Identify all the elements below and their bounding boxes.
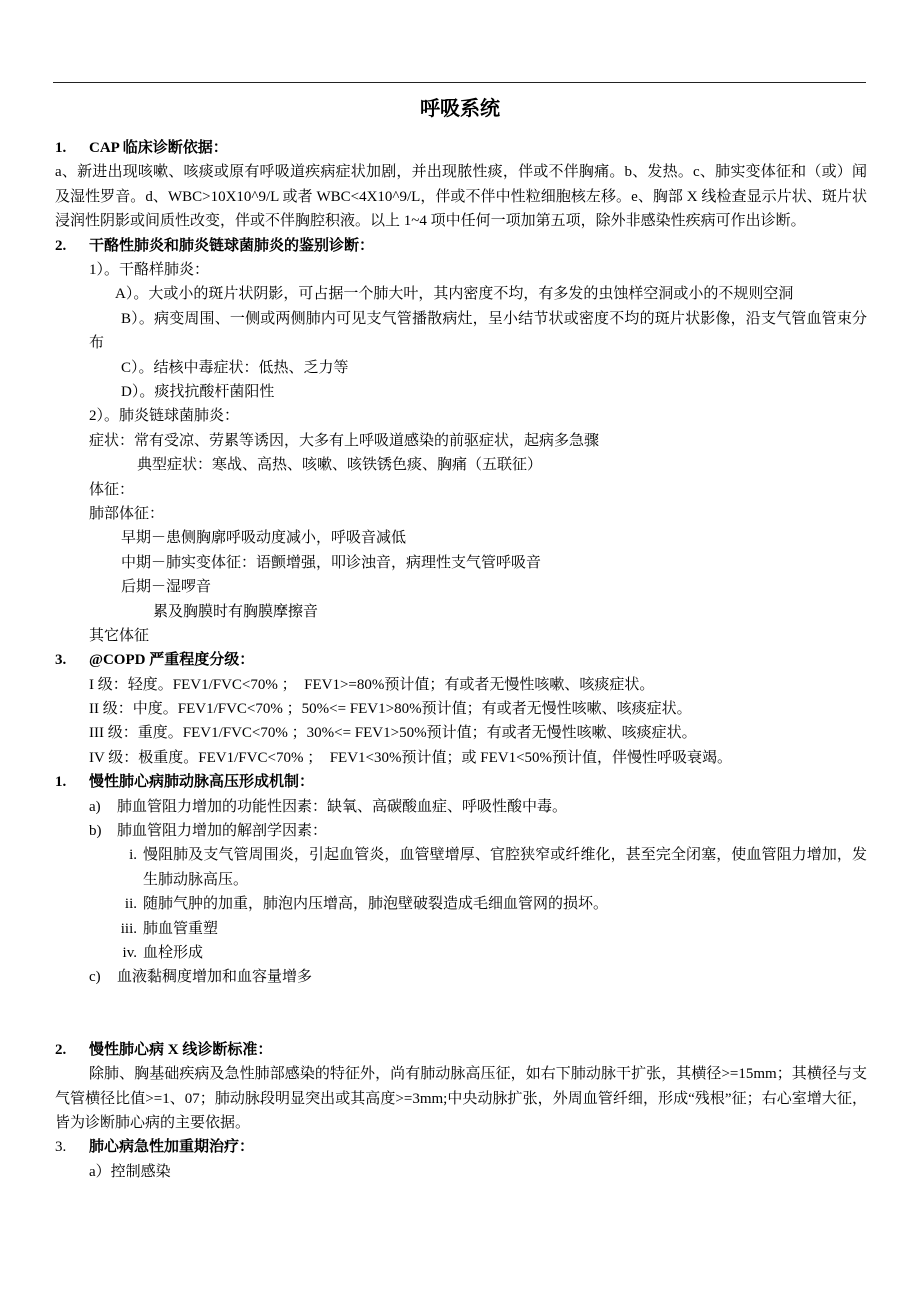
section-heading: 3. 肺心病急性加重期治疗： bbox=[55, 1139, 255, 1156]
section-heading: 1. 慢性肺心病肺动脉高压形成机制： bbox=[55, 774, 315, 791]
page-title: 呼吸系统 bbox=[420, 98, 500, 120]
middle-stage-text: 中期－肺实变体征：语颤增强，叩诊浊音，病理性支气管呼吸音 bbox=[121, 554, 542, 571]
blank-space bbox=[55, 990, 867, 1038]
subsection-title: 1）。干酪样肺炎： bbox=[89, 262, 210, 278]
sub-list-item: iv. 血栓形成 bbox=[122, 945, 204, 961]
document-body bbox=[55, 136, 867, 1184]
symptoms-text: 症状：常有受凉、劳累等诱因，大多有上呼吸道感染的前驱症状，起病多急骤 bbox=[89, 432, 600, 449]
typical-symptoms-text: 典型症状：寒战、高热、咳嗽、咳铁锈色痰、胸痛（五联征） bbox=[137, 457, 543, 474]
section-heading: 2. 慢性肺心病 X 线诊断标准： bbox=[55, 1041, 273, 1058]
list-item: B）。病变周围、一侧或两侧肺内可见支气管播散病灶，呈小结节状或密度不均的斑片状影像，沿支气管血管束分布 bbox=[89, 310, 867, 352]
list-item: D）。痰找抗酸杆菌阳性 bbox=[121, 383, 275, 400]
list-item: b) 肺血管阻力增加的解剖学因素： bbox=[89, 823, 328, 840]
section-heading: 3. @COPD 严重程度分级： bbox=[55, 652, 255, 669]
early-stage-text: 早期－患侧胸廓呼吸动度减小，呼吸音减低 bbox=[121, 530, 407, 547]
list-item: a）控制感染 bbox=[89, 1163, 171, 1180]
list-item: c) 血液黏稠度增加和血容量增多 bbox=[89, 969, 313, 986]
section-heading: 2. 干酪性肺炎和肺炎链球菌肺炎的鉴别诊断： bbox=[55, 237, 375, 254]
copd-grade-3: III 级：重度。FEV1/FVC<70% ；30%<= FEV1>50%预计值；有或者无慢性咳嗽、咳痰症状。 bbox=[89, 725, 697, 742]
copd-grade-1: I 级：轻度。FEV1/FVC<70% ； FEV1>=80%预计值；有或者无慢性咳嗽、咳痰症状。 bbox=[89, 676, 655, 693]
lung-signs-label: 肺部体征： bbox=[89, 505, 165, 522]
section-paragraph: 除肺、胸基础疾病及急性肺部感染的特征外，尚有肺动脉高压征，如右下肺动脉干扩张，其横径>=15mm；其横径与支气管横径比值>=1、07；肺动脉段明显突出或其高度>=3mm;中央动脉扩张，外周血管纤细，形成“残根”征；右心室增大征，皆为诊断肺心病的主要依据。 bbox=[55, 1066, 867, 1131]
list-item: a) 肺血管阻力增加的功能性因素：缺氧、高碳酸血症、呼吸性酸中毒。 bbox=[89, 798, 568, 815]
sub-list-item: ii. 随肺气肿的加重，肺泡内压增高，肺泡壁破裂造成毛细血管网的损坏。 bbox=[124, 896, 609, 913]
header-rule bbox=[53, 82, 866, 83]
other-signs-text: 其它体征 bbox=[89, 627, 150, 644]
copd-grade-2: II 级：中度。FEV1/FVC<70% ；50%<= FEV1>80%预计值；有或者无慢性咳嗽、咳痰症状。 bbox=[89, 701, 692, 718]
pleura-text: 累及胸膜时有胸膜摩擦音 bbox=[153, 603, 319, 620]
subsection-title: 2）。肺炎链球菌肺炎： bbox=[89, 408, 240, 425]
sub-list-item: iii. 肺血管重塑 bbox=[120, 920, 219, 937]
section-heading: 1. CAP 临床诊断依据： bbox=[55, 140, 228, 156]
copd-grade-4: IV 级：极重度。FEV1/FVC<70% ； FEV1<30%预计值；或 FEV1<50%预计值，伴慢性呼吸衰竭。 bbox=[89, 749, 733, 766]
signs-label: 体征： bbox=[89, 481, 135, 498]
list-item: A）。大或小的斑片状阴影，可占据一个肺大叶，其内密度不均，有多发的虫蚀样空洞或小的不规则空洞 bbox=[115, 286, 794, 303]
list-item: C）。结核中毒症状：低热、乏力等 bbox=[121, 359, 349, 376]
sub-list-item: i. 慢阻肺及支气管周围炎，引起血管炎，血管壁增厚、官腔狭窄或纤维化，甚至完全闭塞，使血管阻力增加，发生肺动脉高压。 bbox=[129, 847, 867, 888]
section-paragraph: a、新进出现咳嗽、咳痰或原有呼吸道疾病症状加剧，并出现脓性痰，伴或不伴胸痛。b、发热。c、肺实变体征和（或）闻及湿性罗音。d、WBC>10X10^9/L 或者 WBC<4X10^9/L，伴或不伴中性粒细胞核左移。e、胸部 X 线检查显示片状、斑片状浸润性阴影或间质性改变，伴或不伴胸腔积液。以上 1~4 项中任何一项加第五项，除外非感染性疾病可作出诊断。 bbox=[55, 164, 867, 230]
late-stage-text: 后期－湿啰音 bbox=[121, 579, 212, 596]
